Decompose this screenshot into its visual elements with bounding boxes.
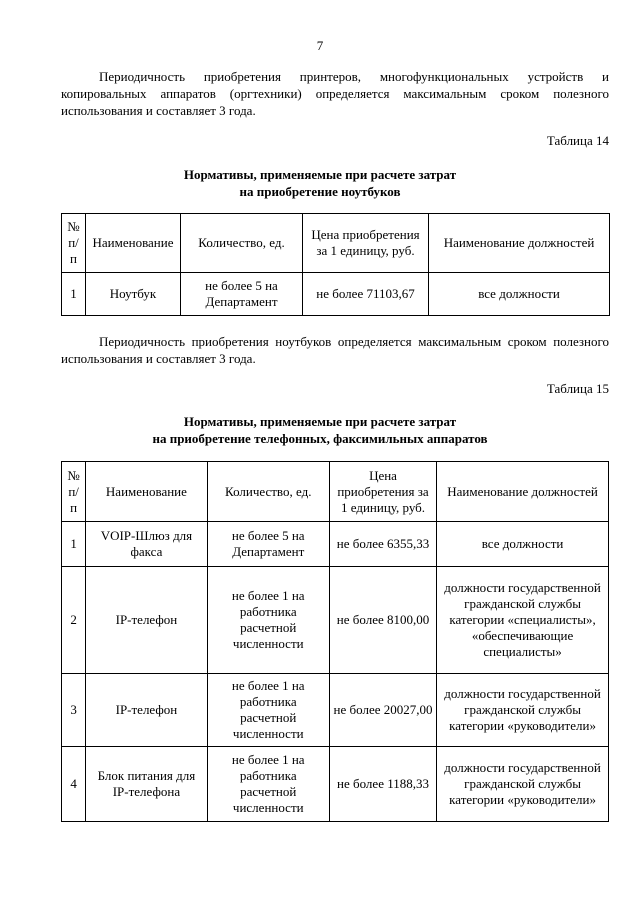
table-15-title	[0, 413, 640, 447]
cell-positions: все должности	[429, 273, 610, 316]
table-14-title-line-2: на приобретение ноутбуков	[239, 184, 401, 199]
cell-price: не более 71103,67	[303, 273, 429, 316]
header-num: № п/п	[62, 462, 86, 522]
header-positions: Наименование должностей	[437, 462, 609, 522]
table-15-label: Таблица 15	[546, 381, 609, 396]
table-header-row	[62, 214, 610, 273]
table-14	[61, 213, 610, 316]
header-qty: Количество, ед.	[207, 462, 329, 522]
paragraph-text: Периодичность приобретения принтеров, многофункциональных устройств и копировальных аппаратов (оргтехники) определяется максимальным сроком полезного использования и составляет 3 года.	[61, 69, 609, 118]
header-name: Наименование	[86, 214, 181, 273]
table-14-label: Таблица 14	[546, 133, 609, 148]
cell-name: IP-телефон	[86, 567, 207, 674]
cell-name: IP-телефон	[86, 674, 207, 747]
cell-price: не более 8100,00	[329, 567, 436, 674]
cell-positions: должности государственной гражданской службы категории «руководители»	[437, 674, 609, 747]
cell-qty: не более 1 на работника расчетной численности	[207, 674, 329, 747]
table-15	[61, 461, 609, 822]
cell-num: 4	[62, 747, 86, 822]
cell-qty: не более 1 на работника расчетной численности	[207, 747, 329, 822]
table-row	[62, 522, 609, 567]
header-price: Цена приобретения за 1 единицу, руб.	[329, 462, 436, 522]
header-qty: Количество, ед.	[181, 214, 303, 273]
table-14-title	[0, 166, 640, 200]
paragraph-text: Периодичность приобретения ноутбуков определяется максимальным сроком полезного использования и составляет 3 года.	[61, 334, 609, 366]
table-row	[62, 273, 610, 316]
table-row	[62, 567, 609, 674]
paragraph-laptops-periodicity	[61, 333, 609, 367]
cell-name: VOIP-Шлюз для факса	[86, 522, 207, 567]
table-15-title-line-1: Нормативы, применяемые при расчете затрат	[183, 414, 457, 429]
cell-price: не более 6355,33	[329, 522, 436, 567]
cell-num: 1	[62, 273, 86, 316]
table-header-row	[62, 462, 609, 522]
header-name: Наименование	[86, 462, 207, 522]
table-15-title-line-2: на приобретение телефонных, факсимильных аппаратов	[152, 431, 488, 446]
cell-num: 2	[62, 567, 86, 674]
cell-qty: не более 5 на Департамент	[207, 522, 329, 567]
table-row	[62, 674, 609, 747]
paragraph-printers-periodicity	[61, 68, 609, 119]
cell-name: Блок питания для IP-телефона	[86, 747, 207, 822]
cell-positions: должности государственной гражданской службы категории «руководители»	[437, 747, 609, 822]
cell-qty: не более 5 на Департамент	[181, 273, 303, 316]
cell-num: 1	[62, 522, 86, 567]
table-row	[62, 747, 609, 822]
cell-qty: не более 1 на работника расчетной численности	[207, 567, 329, 674]
header-positions: Наименование должностей	[429, 214, 610, 273]
header-num: № п/п	[62, 214, 86, 273]
cell-positions: должности государственной гражданской службы категории «специалисты», «обеспечивающие специалисты»	[437, 567, 609, 674]
cell-price: не более 1188,33	[329, 747, 436, 822]
cell-name: Ноутбук	[86, 273, 181, 316]
header-price: Цена приобретения за 1 единицу, руб.	[303, 214, 429, 273]
page-number: 7	[316, 38, 324, 53]
table-14-title-line-1: Нормативы, применяемые при расчете затрат	[183, 167, 457, 182]
cell-num: 3	[62, 674, 86, 747]
cell-positions: все должности	[437, 522, 609, 567]
cell-price: не более 20027,00	[329, 674, 436, 747]
